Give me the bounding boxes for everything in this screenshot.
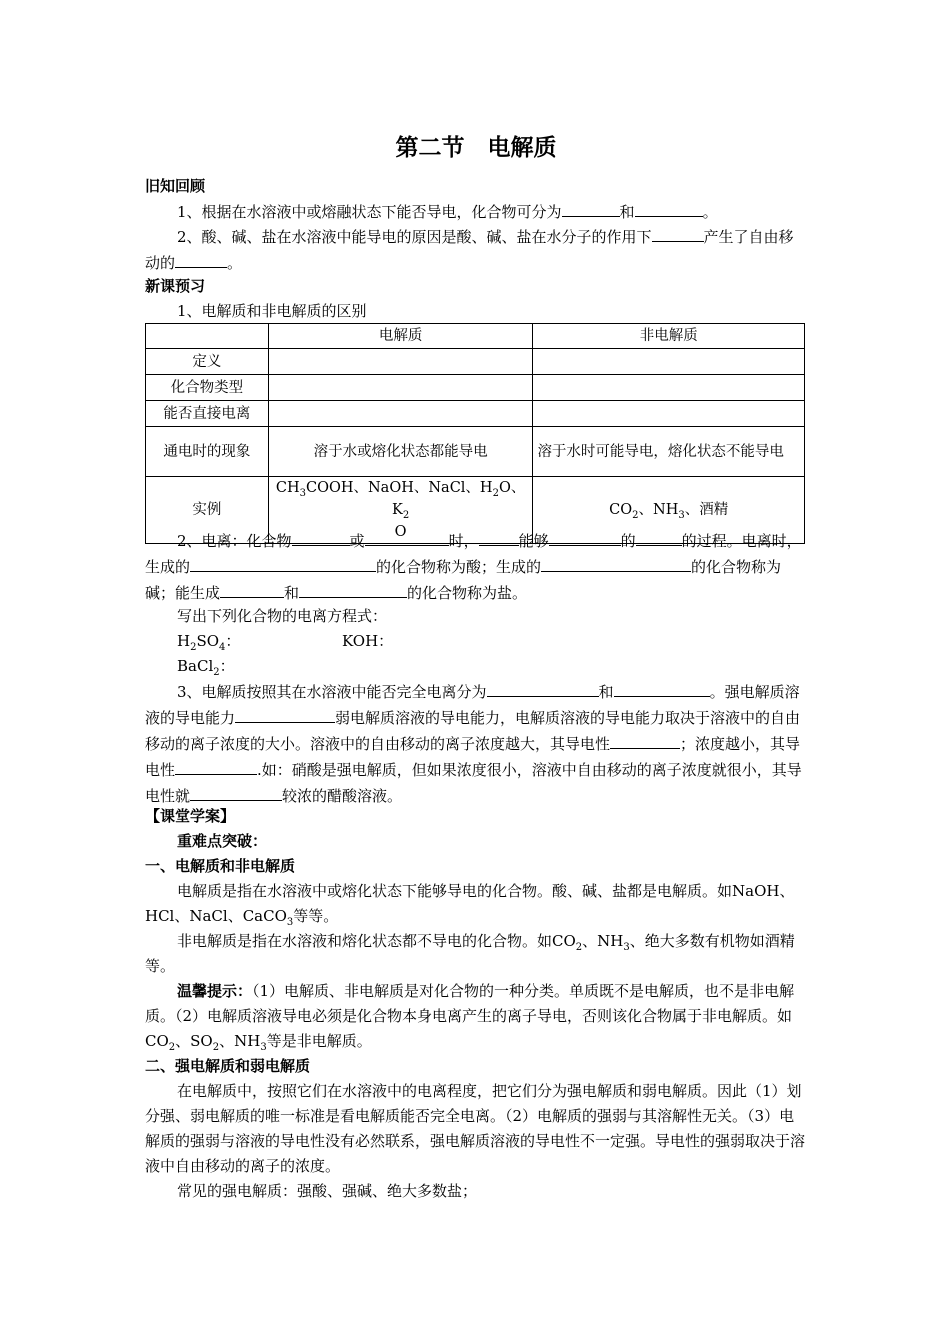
- equation-prompt: 写出下列化合物的电离方程式：: [177, 607, 388, 625]
- preview-item-3: 3、电解质按照其在水溶液中能否完全电离分为 和 。强电解质溶液的导电能力 弱电解质溶液的导电能力，电解质溶液的导电能力取决于溶液中的自由移动的离子浓度的大小。溶液中的自由移动的离子浓度越大，其导电性 ；浓度越小，其导电性 .如：硝酸是强电解质，但如果浓度很小，溶液中自由移动的离子浓度就很小，其导电性就 较浓的醋酸溶液。: [145, 679, 807, 809]
- table-cell[interactable]: [268, 401, 533, 427]
- review-question-1: 1、根据在水溶液中或熔融状态下能否导电，化合物可分为 和 。: [145, 199, 807, 225]
- row-label: 能否直接电离: [146, 401, 269, 427]
- table-row: [146, 349, 805, 375]
- section-1-tip: 温馨提示：（1）电解质、非电解质是对化合物的一种分类。单质既不是电解质，也不是非电解质。（2）电解质溶液导电必须是化合物本身电离产生的离子导电，否则该化合物属于非电解质。如$CO_2$、$SO_2$、$NH_3$等是非电解质。: [145, 982, 795, 1053]
- equation-h2so4: $H_2SO_4$：: [177, 632, 241, 653]
- preview-item-1: 1、电解质和非电解质的区别: [177, 302, 367, 320]
- table-cell[interactable]: [268, 349, 533, 375]
- answer-blank[interactable]: [562, 199, 620, 217]
- table-row: [146, 401, 805, 427]
- table-cell[interactable]: [533, 349, 805, 375]
- review-heading: 旧知回顾: [145, 177, 206, 195]
- table-cell: 溶于水时可能导电，熔化状态不能导电: [533, 427, 805, 477]
- answer-blank[interactable]: [487, 679, 599, 697]
- answer-blank[interactable]: [190, 554, 376, 572]
- classroom-heading: 【课堂学案】: [145, 807, 236, 825]
- section-2-heading: 二、强电解质和弱电解质: [145, 1057, 311, 1075]
- answer-blank[interactable]: [235, 705, 335, 723]
- equation-koh: KOH：: [342, 632, 394, 650]
- comparison-table: [145, 323, 805, 544]
- table-header-cell: [146, 324, 269, 349]
- section-1-paragraph-1: 电解质是指在水溶液中或熔化状态下能够导电的化合物。酸、碱、盐都是电解质。如NaOH、HCl、NaCl、CaCO$_3$等等。: [145, 882, 795, 928]
- table-cell-example-nonelectrolyte: $CO_2$、$NH_3$、酒精: [533, 477, 805, 544]
- answer-blank[interactable]: [365, 528, 449, 546]
- row-label: 实例: [146, 477, 269, 544]
- table-row: [146, 375, 805, 401]
- row-label: 通电时的现象: [146, 427, 269, 477]
- table-header-cell: 非电解质: [533, 324, 805, 349]
- table-cell: 溶于水或熔化状态都能导电: [268, 427, 533, 477]
- table-header-cell: 电解质: [268, 324, 533, 349]
- answer-blank[interactable]: [175, 250, 227, 268]
- answer-blank[interactable]: [299, 580, 407, 598]
- table-cell[interactable]: [268, 375, 533, 401]
- answer-blank[interactable]: [220, 580, 284, 598]
- answer-blank[interactable]: [614, 679, 710, 697]
- preview-heading: 新课预习: [145, 277, 206, 295]
- table-cell-example-electrolyte: $CH_3COOH$、NaOH、NaCl、$H_2O$、$K_2$ O: [268, 477, 533, 544]
- section-1-heading: 一、电解质和非电解质: [145, 857, 296, 875]
- answer-blank[interactable]: [292, 528, 350, 546]
- answer-blank[interactable]: [549, 528, 621, 546]
- answer-blank[interactable]: [541, 554, 691, 572]
- section-1-paragraph-2: 非电解质是指在水溶液和熔化状态都不导电的化合物。如$CO_2$、$NH_3$、绝大多数有机物如酒精等。: [145, 932, 795, 975]
- answer-blank[interactable]: [652, 224, 704, 242]
- key-points-heading: 重难点突破：: [177, 832, 268, 850]
- row-label: 化合物类型: [146, 375, 269, 401]
- answer-blank[interactable]: [636, 528, 682, 546]
- answer-blank[interactable]: [610, 731, 680, 749]
- row-label: 定义: [146, 349, 269, 375]
- equation-bacl2: BaCl$_2$：: [177, 657, 235, 678]
- table-row: [146, 427, 805, 477]
- answer-blank[interactable]: [635, 199, 703, 217]
- tip-label: 温馨提示：: [177, 982, 253, 1000]
- preview-item-2: 2、电离：化合物 或 时， 能够 的 的过程。电离时，生成的 的化合物称为酸；生成的 的化合物称为碱；能生成 和 的化合物称为盐。: [145, 528, 807, 606]
- review-question-2: 2、酸、碱、盐在水溶液中能导电的原因是酸、碱、盐在水分子的作用下 产生了自由移动的 。: [145, 224, 807, 276]
- section-2-paragraph-1: 在电解质中，按照它们在水溶液中的电离程度，把它们分为强电解质和弱电解质。因此（1）划分强、弱电解质的唯一标准是看电解质能否完全电离。（2）电解质的强弱与其溶解性无关。（3）电解质的强弱与溶液的导电性没有必然联系，强电解质溶液的导电性不一定强。导电性的强弱取决于溶液中自由移动的离子的浓度。: [145, 1082, 806, 1175]
- answer-blank[interactable]: [175, 757, 257, 775]
- section-2-paragraph-2: 常见的强电解质：强酸、强碱、绝大多数盐；: [177, 1182, 478, 1200]
- page-title: 第二节 电解质: [395, 134, 557, 161]
- answer-blank[interactable]: [190, 783, 282, 801]
- table-header-row: [146, 324, 805, 349]
- table-cell[interactable]: [533, 401, 805, 427]
- table-cell[interactable]: [533, 375, 805, 401]
- answer-blank[interactable]: [479, 528, 519, 546]
